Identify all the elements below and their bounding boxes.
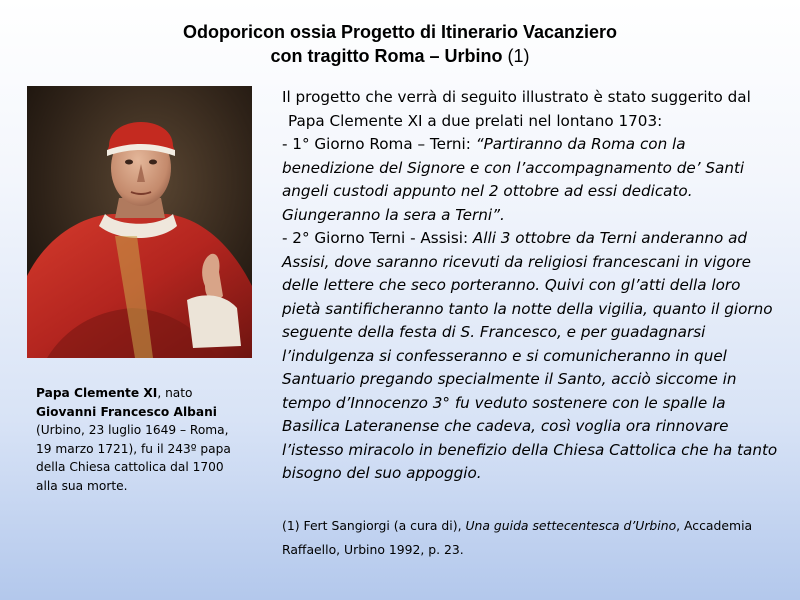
day-2-label: - 2° Giorno Terni - Assisi: — [282, 229, 473, 247]
day-1-label: - 1° Giorno Roma – Terni: — [282, 135, 476, 153]
footnote — [282, 514, 782, 562]
intro-line-1: Il progetto che verrà di seguito illustrato è stato suggerito dal — [282, 88, 751, 106]
itinerary-text — [282, 86, 782, 486]
caption-pope-name: Papa Clemente XI — [36, 386, 158, 400]
title-line-2 — [0, 44, 800, 68]
footnote-book-title: Una guida settecentesca d’Urbino — [465, 518, 677, 533]
intro-line-2: Papa Clemente XI a due prelati nel lontano 1703: — [288, 111, 663, 130]
pope-portrait-image — [27, 86, 252, 358]
portrait-caption — [36, 384, 246, 495]
caption-details: (Urbino, 23 luglio 1649 – Roma, 19 marzo 1721), fu il 243º papa della Chiesa cattolica dal 1700 alla sua morte. — [36, 423, 231, 493]
caption-born-label: , nato — [157, 386, 193, 400]
day-1-quote: “Partiranno da Roma con la benedizione del Signore e con l’accompagnamento de’ Santi angeli custodi appunto nel 2 ottobre ad essi dedicato. Giungeranno la sera a Terni”. — [282, 135, 745, 224]
footnote-suffix: , Accademia Raffaello, Urbino 1992, p. 23. — [282, 518, 753, 557]
caption-birth-name: Giovanni Francesco Albani — [36, 404, 217, 419]
day-2-paragraph — [282, 227, 782, 486]
title-footnote-ref: (1) — [502, 46, 530, 66]
title-line-2-text: con tragitto Roma – Urbino — [270, 46, 503, 66]
day-1-paragraph — [282, 133, 782, 227]
slide-title — [0, 20, 800, 68]
title-line-1: Odoporicon ossia Progetto di Itinerario Vacanziero — [182, 22, 618, 42]
day-2-quote: Alli 3 ottobre da Terni anderanno ad Assisi, dove saranno ricevuti da religiosi francescani in vigore delle lettere che seco porteranno. Quivi con gl’atti della loro pietà santificheranno tanto la notte della vigilia, quanto il giorno seguente della festa di S. Francesco, e per guadagnarsi l’indulgenza si confesseranno e si comunicheranno in quel Santuario pregando specialmente il Santo, acciò siccome in tempo d’Innocenzo 3° fu veduto sostenere con le spalle la Basilica Lateranense che cadeva, così voglia ora rinnovare l’istesso miracolo in benefizio della Chiesa Cattolica che ha tanto bisogno del suo appoggio. — [282, 229, 778, 482]
footnote-prefix: (1) Fert Sangiorgi (a cura di), — [282, 518, 466, 533]
